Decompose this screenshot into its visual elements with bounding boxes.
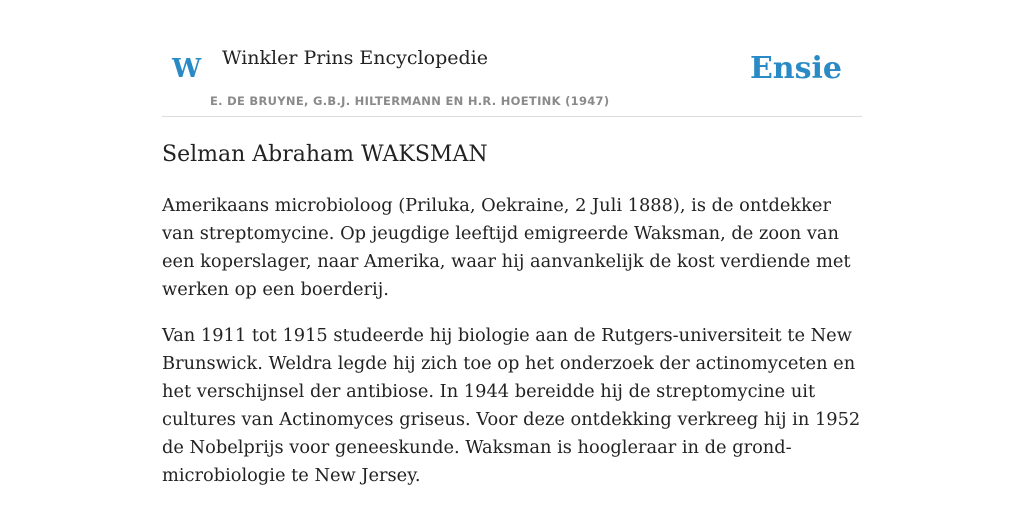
publication-authors: E. DE BRUYNE, G.B.J. HILTERMANN EN H.R. HOETINK (1947) [210, 94, 610, 108]
encyclopedia-logo: W [172, 54, 202, 84]
entry-content [162, 192, 862, 508]
publication-title: Winkler Prins Encyclopedie [222, 47, 488, 69]
entry-title: Selman Abraham WAKSMAN [162, 142, 488, 167]
entry-paragraph: Amerikaans microbioloog (Priluka, Oekraine, 2 Juli 1888), is de ontdekker van streptomycine. Op jeugdige leeftijd emigreerde Waksman, de zoon van een koperslager, naar Amerika, waar hij aanvankelijk de kost verdiende met werken op een boerderij. [162, 195, 851, 300]
ensie-brand-link[interactable]: Ensie [749, 51, 842, 86]
entry-paragraph: Van 1911 tot 1915 studeerde hij biologie aan de Rutgers-universiteit te New Brunswick. Weldra legde hij zich toe op het onderzoek der actinomyceten en het verschijnsel der antibiose. In 1944 bereidde hij de streptomycine uit cultures van Actinomyces griseus. Voor deze ontdekking verkreeg hij in 1952 de Nobelprijs voor geneeskunde. Waksman is hoogleraar in de grond-microbiologie te New Jersey. [162, 325, 861, 486]
page-header [162, 0, 862, 117]
